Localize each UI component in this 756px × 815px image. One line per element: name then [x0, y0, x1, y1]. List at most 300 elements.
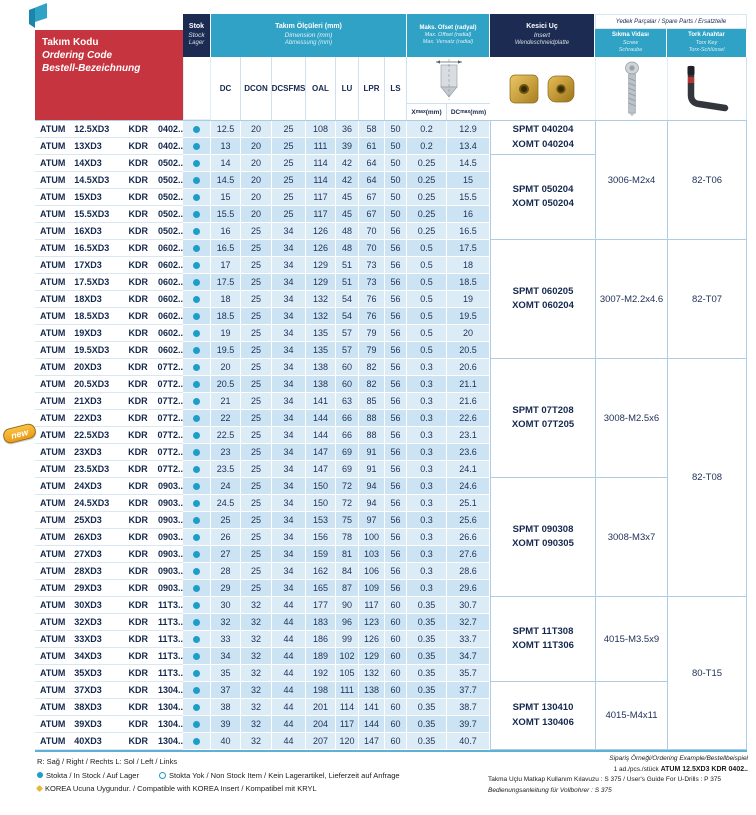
value-cell: 147 [306, 444, 336, 461]
value-cell: 56 [385, 546, 407, 563]
stock-status-cell [183, 580, 211, 597]
in-stock-dot-icon [193, 432, 200, 439]
value-cell: 50 [385, 138, 407, 155]
dimensions-en: Dimension (mm) [284, 32, 333, 40]
insert-group: SPMT 07T208 XOMT 07T205 [490, 359, 595, 478]
value-cell: 34 [272, 325, 306, 342]
value-cell: 60 [385, 699, 407, 716]
value-cell: 56 [385, 580, 407, 597]
value-cell: 37 [211, 682, 241, 699]
value-cell: 34 [211, 648, 241, 665]
tool-code-cell: ATUM 15XD3 KDR 0502.. [35, 189, 183, 206]
value-cell: 0.5 [407, 291, 447, 308]
value-cell: 117 [336, 716, 359, 733]
value-cell: 189 [306, 648, 336, 665]
value-cell: 56 [385, 359, 407, 376]
stock-status-cell [183, 563, 211, 580]
value-cell: 21.6 [447, 393, 490, 410]
ordering-example-qty: 1 ad./pcs./stück [613, 765, 659, 773]
tool-code-cell: ATUM 28XD3 KDR 0903.. [35, 563, 183, 580]
value-cell: 129 [306, 257, 336, 274]
tool-code-cell: ATUM 14XD3 KDR 0502.. [35, 155, 183, 172]
value-cell: 34 [272, 512, 306, 529]
value-cell: 39.7 [447, 716, 490, 733]
insert-group: SPMT 040204 XOMT 040204 [490, 121, 595, 155]
value-cell: 44 [272, 699, 306, 716]
value-cell: 18.5 [447, 274, 490, 291]
value-cell: 70 [359, 223, 385, 240]
value-cell: 79 [359, 342, 385, 359]
screw-group: 3006-M2x4 [595, 121, 667, 240]
value-cell: 19 [211, 325, 241, 342]
stock-column-header [183, 14, 211, 57]
value-cell: 207 [306, 733, 336, 750]
value-cell: 0.3 [407, 427, 447, 444]
footer-left [37, 757, 400, 798]
value-cell: 85 [359, 393, 385, 410]
value-cell: 50 [385, 189, 407, 206]
stock-status-cell [183, 325, 211, 342]
value-cell: 24.1 [447, 461, 490, 478]
value-cell: 56 [385, 444, 407, 461]
value-cell: 150 [306, 495, 336, 512]
value-cell: 56 [385, 342, 407, 359]
stock-status-cell [183, 699, 211, 716]
screw-de: Schraube [618, 46, 643, 53]
value-cell: 34 [272, 546, 306, 563]
offset-en: Max. Offset (radial) [424, 32, 472, 39]
value-cell: 34 [272, 478, 306, 495]
stock-status-cell [183, 189, 211, 206]
value-cell: 94 [359, 478, 385, 495]
in-stock-label: Stokta / In Stock / Auf Lager [46, 770, 139, 780]
tool-code-cell: ATUM 18.5XD3 KDR 0602.. [35, 308, 183, 325]
value-cell: 25 [241, 240, 272, 257]
stock-status-cell [183, 274, 211, 291]
tool-code-cell: ATUM 20XD3 KDR 07T2.. [35, 359, 183, 376]
value-cell: 60 [385, 716, 407, 733]
value-cell: 33 [211, 631, 241, 648]
value-cell: 44 [272, 665, 306, 682]
value-cell: 0.35 [407, 665, 447, 682]
value-cell: 25 [272, 121, 306, 138]
stock-status-cell [183, 121, 211, 138]
stock-status-cell [183, 308, 211, 325]
value-cell: 29.6 [447, 580, 490, 597]
value-cell: 109 [359, 580, 385, 597]
tool-code-cell: ATUM 22XD3 KDR 07T2.. [35, 410, 183, 427]
stock-status-cell [183, 291, 211, 308]
tool-code-cell: ATUM 16XD3 KDR 0502.. [35, 223, 183, 240]
tool-code-cell: ATUM 17XD3 KDR 0602.. [35, 257, 183, 274]
value-cell: 25 [241, 529, 272, 546]
stock-status-cell [183, 631, 211, 648]
value-cell: 126 [306, 223, 336, 240]
torx-key-icon [675, 63, 739, 115]
ordering-code-tr: Takım Kodu [42, 37, 99, 48]
in-stock-dot-icon [193, 381, 200, 388]
value-cell: 60 [336, 359, 359, 376]
stock-status-cell [183, 444, 211, 461]
value-cell: 0.35 [407, 733, 447, 750]
value-cell: 88 [359, 427, 385, 444]
value-cell: 18 [447, 257, 490, 274]
value-cell: 15.5 [211, 206, 241, 223]
tool-code-cell: ATUM 21XD3 KDR 07T2.. [35, 393, 183, 410]
value-cell: 97 [359, 512, 385, 529]
value-cell: 32 [241, 631, 272, 648]
value-cell: 69 [336, 461, 359, 478]
stock-status-cell [183, 461, 211, 478]
value-cell: 25 [241, 291, 272, 308]
value-cell: 51 [336, 257, 359, 274]
value-cell: 40.7 [447, 733, 490, 750]
value-cell: 24.5 [211, 495, 241, 512]
tool-code-cell: ATUM 34XD3 KDR 11T3.. [35, 648, 183, 665]
value-cell: 76 [359, 308, 385, 325]
value-cell: 19.5 [211, 342, 241, 359]
value-cell: 25 [272, 155, 306, 172]
value-cell: 21.1 [447, 376, 490, 393]
value-cell: 44 [272, 733, 306, 750]
in-stock-dot-icon [193, 279, 200, 286]
value-cell: 25 [241, 274, 272, 291]
tool-code-cell: ATUM 17.5XD3 KDR 0602.. [35, 274, 183, 291]
value-cell: 17.5 [211, 274, 241, 291]
tool-code-cell: ATUM 40XD3 KDR 1304.. [35, 733, 183, 750]
value-cell: 56 [385, 257, 407, 274]
value-cell: 0.3 [407, 393, 447, 410]
value-cell: 20 [241, 172, 272, 189]
value-cell: 32 [241, 614, 272, 631]
value-cell: 35 [211, 665, 241, 682]
value-cell: 25 [241, 461, 272, 478]
in-stock-dot-icon [193, 619, 200, 626]
torx-header [667, 29, 747, 57]
stock-status-cell [183, 529, 211, 546]
value-cell: 0.25 [407, 172, 447, 189]
torx-en: Torx Key [695, 39, 718, 46]
value-cell: 159 [306, 546, 336, 563]
value-cell: 88 [359, 410, 385, 427]
value-cell: 82 [359, 376, 385, 393]
dim-col-header-ls: LS [385, 57, 407, 120]
stock-status-cell [183, 138, 211, 155]
in-stock-dot-icon [193, 670, 200, 677]
screw-group: 3008-M2.5x6 [595, 359, 667, 478]
value-cell: 0.3 [407, 478, 447, 495]
value-cell: 44 [272, 614, 306, 631]
value-cell: 117 [306, 189, 336, 206]
value-cell: 25 [241, 427, 272, 444]
value-cell: 103 [359, 546, 385, 563]
value-cell: 45 [336, 189, 359, 206]
stock-status-cell [183, 546, 211, 563]
in-stock-dot-icon [193, 126, 200, 133]
non-stock-label: Stokta Yok / Non Stock Item / Kein Lagerartikel, Lieferzeit auf Anfrage [168, 770, 400, 780]
value-cell: 25 [241, 325, 272, 342]
value-cell: 48 [336, 240, 359, 257]
insert-header [490, 14, 595, 57]
value-cell: 102 [336, 648, 359, 665]
value-cell: 96 [336, 614, 359, 631]
value-cell: 123 [359, 614, 385, 631]
in-stock-dot-icon [193, 228, 200, 235]
value-cell: 114 [336, 699, 359, 716]
ordering-code-header [35, 30, 183, 120]
value-cell: 34 [272, 495, 306, 512]
value-cell: 56 [385, 325, 407, 342]
table-header [35, 14, 747, 121]
value-cell: 84 [336, 563, 359, 580]
value-cell: 42 [336, 172, 359, 189]
stock-status-cell [183, 342, 211, 359]
value-cell: 14.5 [447, 155, 490, 172]
value-cell: 34 [272, 359, 306, 376]
value-cell: 23.6 [447, 444, 490, 461]
in-stock-dot-icon [193, 245, 200, 252]
value-cell: 50 [385, 172, 407, 189]
value-cell: 39 [336, 138, 359, 155]
value-cell: 56 [385, 308, 407, 325]
value-cell: 27.6 [447, 546, 490, 563]
value-cell: 0.3 [407, 546, 447, 563]
tool-code-cell: ATUM 19XD3 KDR 0602.. [35, 325, 183, 342]
spare-parts-header: Yedek Parçalar / Spare Parts / Ersatzteile [595, 14, 747, 29]
value-cell: 44 [272, 648, 306, 665]
value-cell: 20 [241, 155, 272, 172]
tool-code-cell: ATUM 35XD3 KDR 11T3.. [35, 665, 183, 682]
dimensions-de: Abmessung (mm) [284, 40, 333, 47]
value-cell: 108 [306, 121, 336, 138]
value-cell: 54 [336, 308, 359, 325]
tool-code-cell: ATUM 20.5XD3 KDR 07T2.. [35, 376, 183, 393]
value-cell: 0.5 [407, 325, 447, 342]
value-cell: 69 [336, 444, 359, 461]
xmax-column-header: X max (mm) [407, 104, 447, 120]
value-cell: 183 [306, 614, 336, 631]
value-cell: 23.5 [211, 461, 241, 478]
stock-header-spacer [183, 57, 211, 120]
value-cell: 24 [211, 478, 241, 495]
value-cell: 20 [241, 206, 272, 223]
value-cell: 0.35 [407, 716, 447, 733]
value-cell: 64 [359, 155, 385, 172]
value-cell: 144 [306, 427, 336, 444]
value-cell: 19.5 [447, 308, 490, 325]
value-cell: 150 [306, 478, 336, 495]
stock-en: Stock [188, 32, 205, 40]
value-cell: 34 [272, 240, 306, 257]
ordering-example-code: ATUM 12.5XD3 KDR 0402.. [660, 765, 748, 773]
value-cell: 141 [306, 393, 336, 410]
value-cell: 25 [241, 410, 272, 427]
screw-group: 3007-M2.2x4.6 [595, 240, 667, 359]
value-cell: 0.3 [407, 444, 447, 461]
value-cell: 56 [385, 495, 407, 512]
ordering-code-en: Ordering Code [42, 50, 113, 61]
value-cell: 192 [306, 665, 336, 682]
product-table [35, 14, 747, 752]
value-cell: 56 [385, 410, 407, 427]
value-cell: 13.4 [447, 138, 490, 155]
tool-code-cell: ATUM 29XD3 KDR 0903.. [35, 580, 183, 597]
value-cell: 0.3 [407, 580, 447, 597]
value-cell: 129 [306, 274, 336, 291]
value-cell: 94 [359, 495, 385, 512]
value-cell: 29 [211, 580, 241, 597]
value-cell: 25 [241, 393, 272, 410]
tool-code-cell: ATUM 16.5XD3 KDR 0602.. [35, 240, 183, 257]
value-cell: 198 [306, 682, 336, 699]
tool-code-cell: ATUM 24XD3 KDR 0903.. [35, 478, 183, 495]
value-cell: 34 [272, 308, 306, 325]
stock-status-cell [183, 648, 211, 665]
value-cell: 70 [359, 240, 385, 257]
value-cell: 12.9 [447, 121, 490, 138]
in-stock-dot-icon [193, 721, 200, 728]
dim-col-header-oal: OAL [306, 57, 336, 120]
value-cell: 201 [306, 699, 336, 716]
value-cell: 56 [385, 393, 407, 410]
value-cell: 76 [359, 291, 385, 308]
value-cell: 25 [241, 512, 272, 529]
value-cell: 0.2 [407, 138, 447, 155]
value-cell: 0.3 [407, 512, 447, 529]
value-cell: 34 [272, 223, 306, 240]
value-cell: 28.6 [447, 563, 490, 580]
offset-de: Max. Versatz (radial) [422, 39, 474, 46]
value-cell: 12.5 [211, 121, 241, 138]
value-cell: 34 [272, 410, 306, 427]
right-left-legend-text: R: Sağ / Right / Rechts L: Sol / Left / Links [37, 757, 178, 766]
user-guide-note: Takma Uçlu Matkap Kullanım Kılavuzu : S 375 / User's Guide For U-Drills : P 375 [488, 776, 722, 783]
tool-code-cell: ATUM 26XD3 KDR 0903.. [35, 529, 183, 546]
in-stock-dot-icon [193, 143, 200, 150]
value-cell: 0.5 [407, 257, 447, 274]
value-cell: 25 [241, 223, 272, 240]
screw-group: 4015-M3.5x9 [595, 597, 667, 682]
value-cell: 153 [306, 512, 336, 529]
value-cell: 114 [306, 155, 336, 172]
value-cell: 26.6 [447, 529, 490, 546]
value-cell: 0.35 [407, 682, 447, 699]
value-cell: 28 [211, 563, 241, 580]
value-cell: 78 [336, 529, 359, 546]
value-cell: 32 [241, 699, 272, 716]
value-cell: 19 [447, 291, 490, 308]
value-cell: 60 [385, 648, 407, 665]
value-cell: 162 [306, 563, 336, 580]
value-cell: 34 [272, 257, 306, 274]
screw-group: 4015-M4x11 [595, 682, 667, 750]
in-stock-dot-icon [193, 534, 200, 541]
value-cell: 23 [211, 444, 241, 461]
in-stock-dot-icon [193, 568, 200, 575]
value-cell: 0.3 [407, 495, 447, 512]
tool-code-cell: ATUM 33XD3 KDR 11T3.. [35, 631, 183, 648]
value-cell: 144 [359, 716, 385, 733]
value-cell: 56 [385, 529, 407, 546]
in-stock-dot-icon [37, 772, 43, 778]
in-stock-dot-icon [193, 177, 200, 184]
value-cell: 56 [385, 291, 407, 308]
value-cell: 32 [241, 648, 272, 665]
insert-de: Wendeschneidplatte [514, 40, 570, 47]
value-cell: 25 [241, 342, 272, 359]
in-stock-dot-icon [193, 738, 200, 745]
value-cell: 20 [447, 325, 490, 342]
value-cell: 35.7 [447, 665, 490, 682]
value-cell: 117 [306, 206, 336, 223]
in-stock-dot-icon [193, 500, 200, 507]
in-stock-dot-icon [193, 211, 200, 218]
value-cell: 20.5 [211, 376, 241, 393]
value-cell: 16.5 [211, 240, 241, 257]
value-cell: 100 [359, 529, 385, 546]
ordering-example-line [488, 766, 748, 773]
stock-status-cell [183, 359, 211, 376]
in-stock-dot-icon [193, 296, 200, 303]
value-cell: 25 [241, 495, 272, 512]
tool-code-cell: ATUM 24.5XD3 KDR 0903.. [35, 495, 183, 512]
value-cell: 0.25 [407, 206, 447, 223]
value-cell: 0.3 [407, 410, 447, 427]
stock-status-cell [183, 206, 211, 223]
stock-status-cell [183, 427, 211, 444]
value-cell: 56 [385, 376, 407, 393]
value-cell: 24.6 [447, 478, 490, 495]
value-cell: 56 [385, 223, 407, 240]
value-cell: 17 [211, 257, 241, 274]
value-cell: 60 [385, 631, 407, 648]
value-cell: 106 [359, 563, 385, 580]
stock-status-cell [183, 240, 211, 257]
stock-status-cell [183, 257, 211, 274]
in-stock-dot-icon [193, 687, 200, 694]
value-cell: 64 [359, 172, 385, 189]
value-cell: 34 [272, 274, 306, 291]
value-cell: 44 [272, 716, 306, 733]
value-cell: 0.3 [407, 359, 447, 376]
value-cell: 22.6 [447, 410, 490, 427]
value-cell: 17.5 [447, 240, 490, 257]
offset-tr: Maks. Ofset (radyal) [419, 24, 477, 31]
value-cell: 32 [241, 665, 272, 682]
in-stock-dot-icon [193, 313, 200, 320]
value-cell: 25 [241, 478, 272, 495]
ordering-code-de: Bestell-Bezeichnung [42, 63, 141, 74]
stock-status-cell [183, 376, 211, 393]
non-stock-dot-icon [159, 772, 166, 779]
insert-group: SPMT 11T308 XOMT 11T306 [490, 597, 595, 682]
value-cell: 91 [359, 461, 385, 478]
insert-photo-xomt [546, 74, 576, 104]
stock-status-cell [183, 223, 211, 240]
torx-tr: Tork Anahtar [688, 32, 725, 39]
value-cell: 60 [385, 733, 407, 750]
user-guide-note-de: Bedienungsanleitung für Vollbohrer : S 375 [488, 786, 612, 794]
torx-group: 82-T06 [667, 121, 747, 240]
value-cell: 20 [241, 121, 272, 138]
value-cell: 0.2 [407, 121, 447, 138]
dimensions-header [211, 14, 407, 57]
value-cell: 16.5 [447, 223, 490, 240]
value-cell: 25 [241, 359, 272, 376]
value-cell: 132 [306, 308, 336, 325]
dimensions-tr: Takım Ölçüleri (mm) [275, 23, 342, 31]
value-cell: 91 [359, 444, 385, 461]
